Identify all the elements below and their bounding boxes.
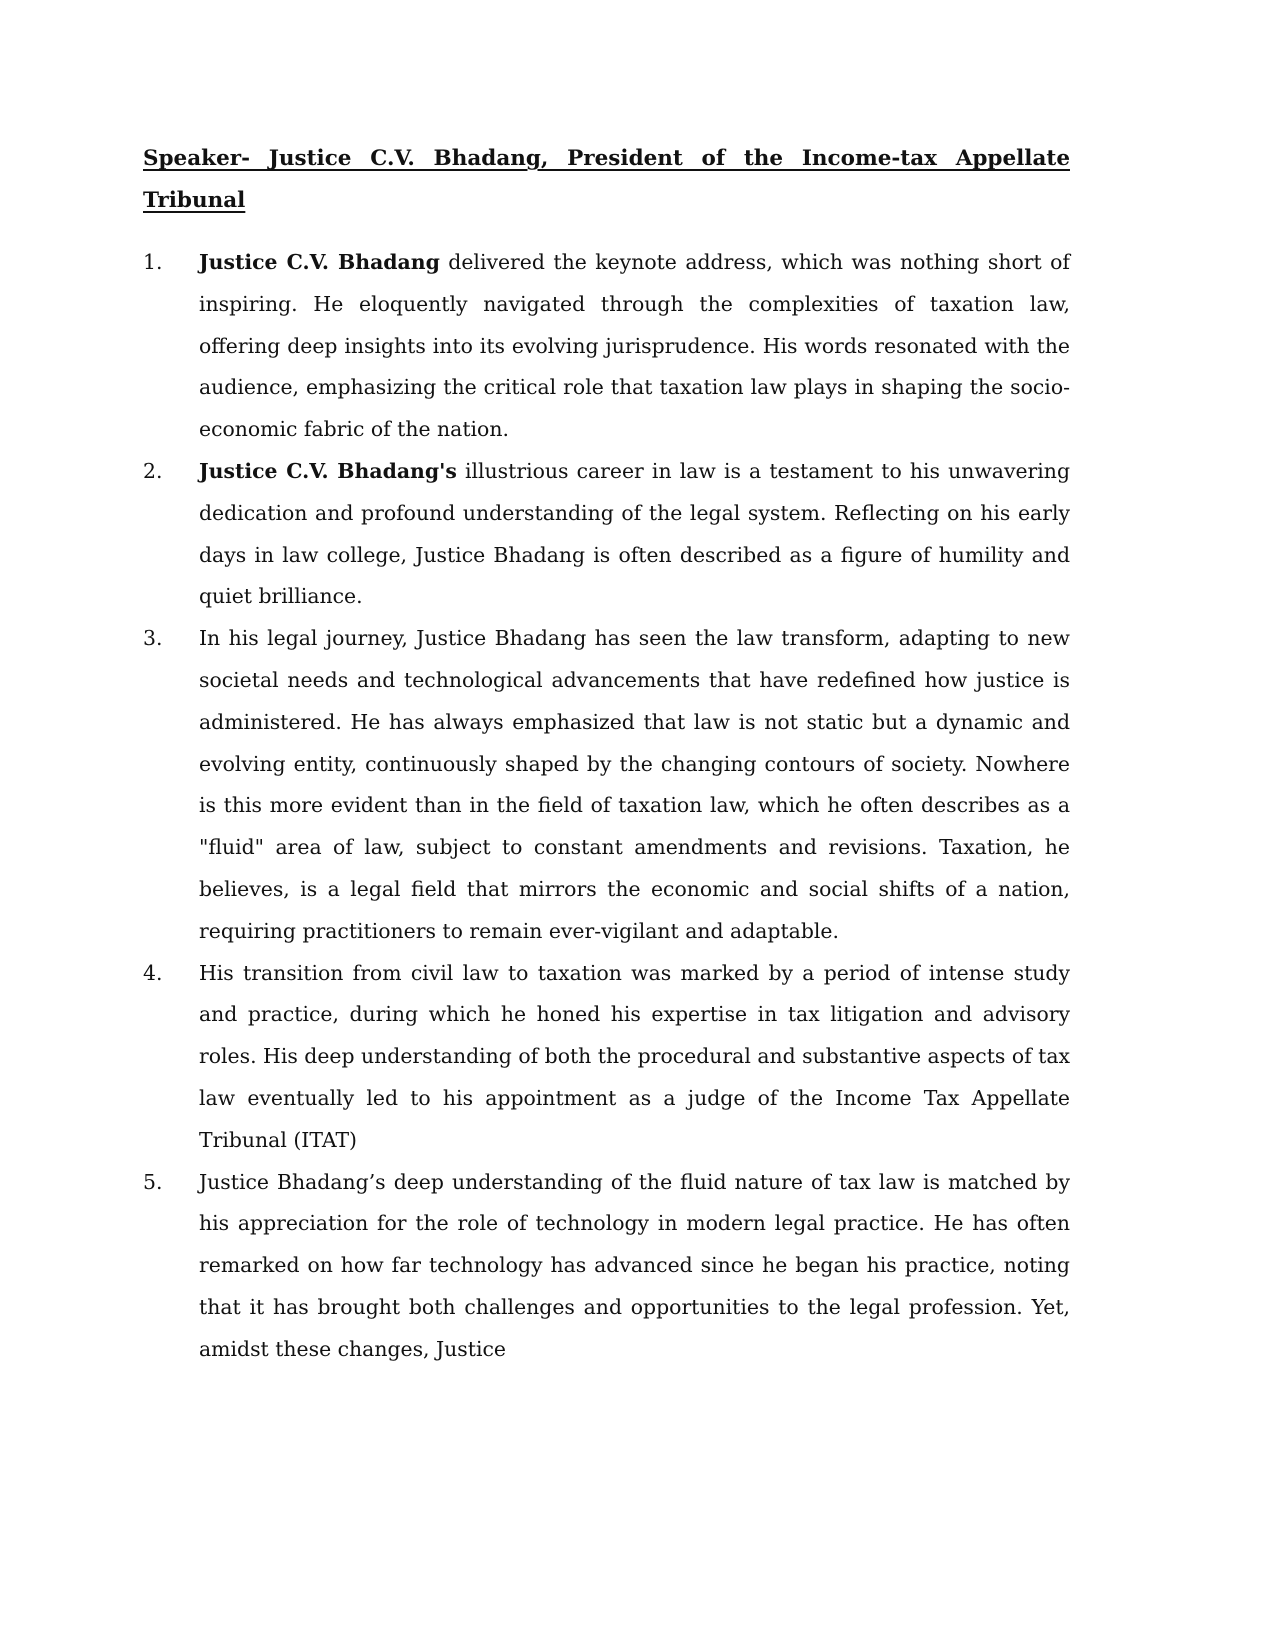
list-item-text [199,451,1070,618]
list-item-bold-lead: Justice C.V. Bhadang [199,250,440,274]
list-item [143,618,1070,952]
list-item-number: 1. [143,250,163,274]
list-item-number: 2. [143,458,163,483]
list-item-text [199,953,1070,1162]
list-item [143,1162,1070,1371]
list-item-text [199,242,1070,451]
speaker-heading: Speaker- Justice C.V. Bhadang, President of the Income-tax Appellate Tribunal [143,146,1070,213]
list-item-number: 3. [143,626,163,651]
list-item-body: Justice Bhadang’s deep understanding of the fluid nature of tax law is matched by his appreciation for the role of technology in modern legal practice. He has often remarked on how far technology has advanced since he began his practice, noting that it has brought both challenges and opportunities to the legal profession. Yet, amidst these changes, Justice [199,1169,1070,1361]
list-item [143,953,1070,1162]
list-item-text [199,1162,1070,1371]
numbered-list [143,242,1070,1371]
list-item-number: 4. [143,960,163,985]
list-item [143,451,1070,618]
list-item-text [199,618,1070,952]
list-item-bold-lead: Justice C.V. Bhadang's [199,458,457,483]
list-item-body: delivered the keynote address, which was nothing short of inspiring. He eloquently navigated through the complexities of taxation law, offering deep insights into its evolving jurisprudence. His words resonated with the audience, emphasizing the critical role that taxation law plays in shaping the socio-economic fabric of the nation. [199,250,1070,442]
list-item-body: In his legal journey, Justice Bhadang has seen the law transform, adapting to new societal needs and technological advancements that have redefined how justice is administered. He has always emphasized that law is not static but a dynamic and evolving entity, continuously shaped by the changing contours of society. Nowhere is this more evident than in the field of taxation law, which he often describes as a "fluid" area of law, subject to constant amendments and revisions. Taxation, he believes, is a legal field that mirrors the economic and social shifts of a nation, requiring practitioners to remain ever-vigilant and adaptable. [199,626,1070,943]
list-item-number: 5. [143,1169,163,1194]
document-page [143,138,1070,1371]
list-item-body: His transition from civil law to taxation was marked by a period of intense study and practice, during which he honed his expertise in tax litigation and advisory roles. His deep understanding of both the procedural and substantive aspects of tax law eventually led to his appointment as a judge of the Income Tax Appellate Tribunal (ITAT) [199,960,1070,1152]
list-item [143,242,1070,451]
list-item-body: illustrious career in law is a testament to his unwavering dedication and profound understanding of the legal system. Reflecting on his early days in law college, Justice Bhadang is often described as a figure of humility and quiet brilliance. [199,458,1070,609]
